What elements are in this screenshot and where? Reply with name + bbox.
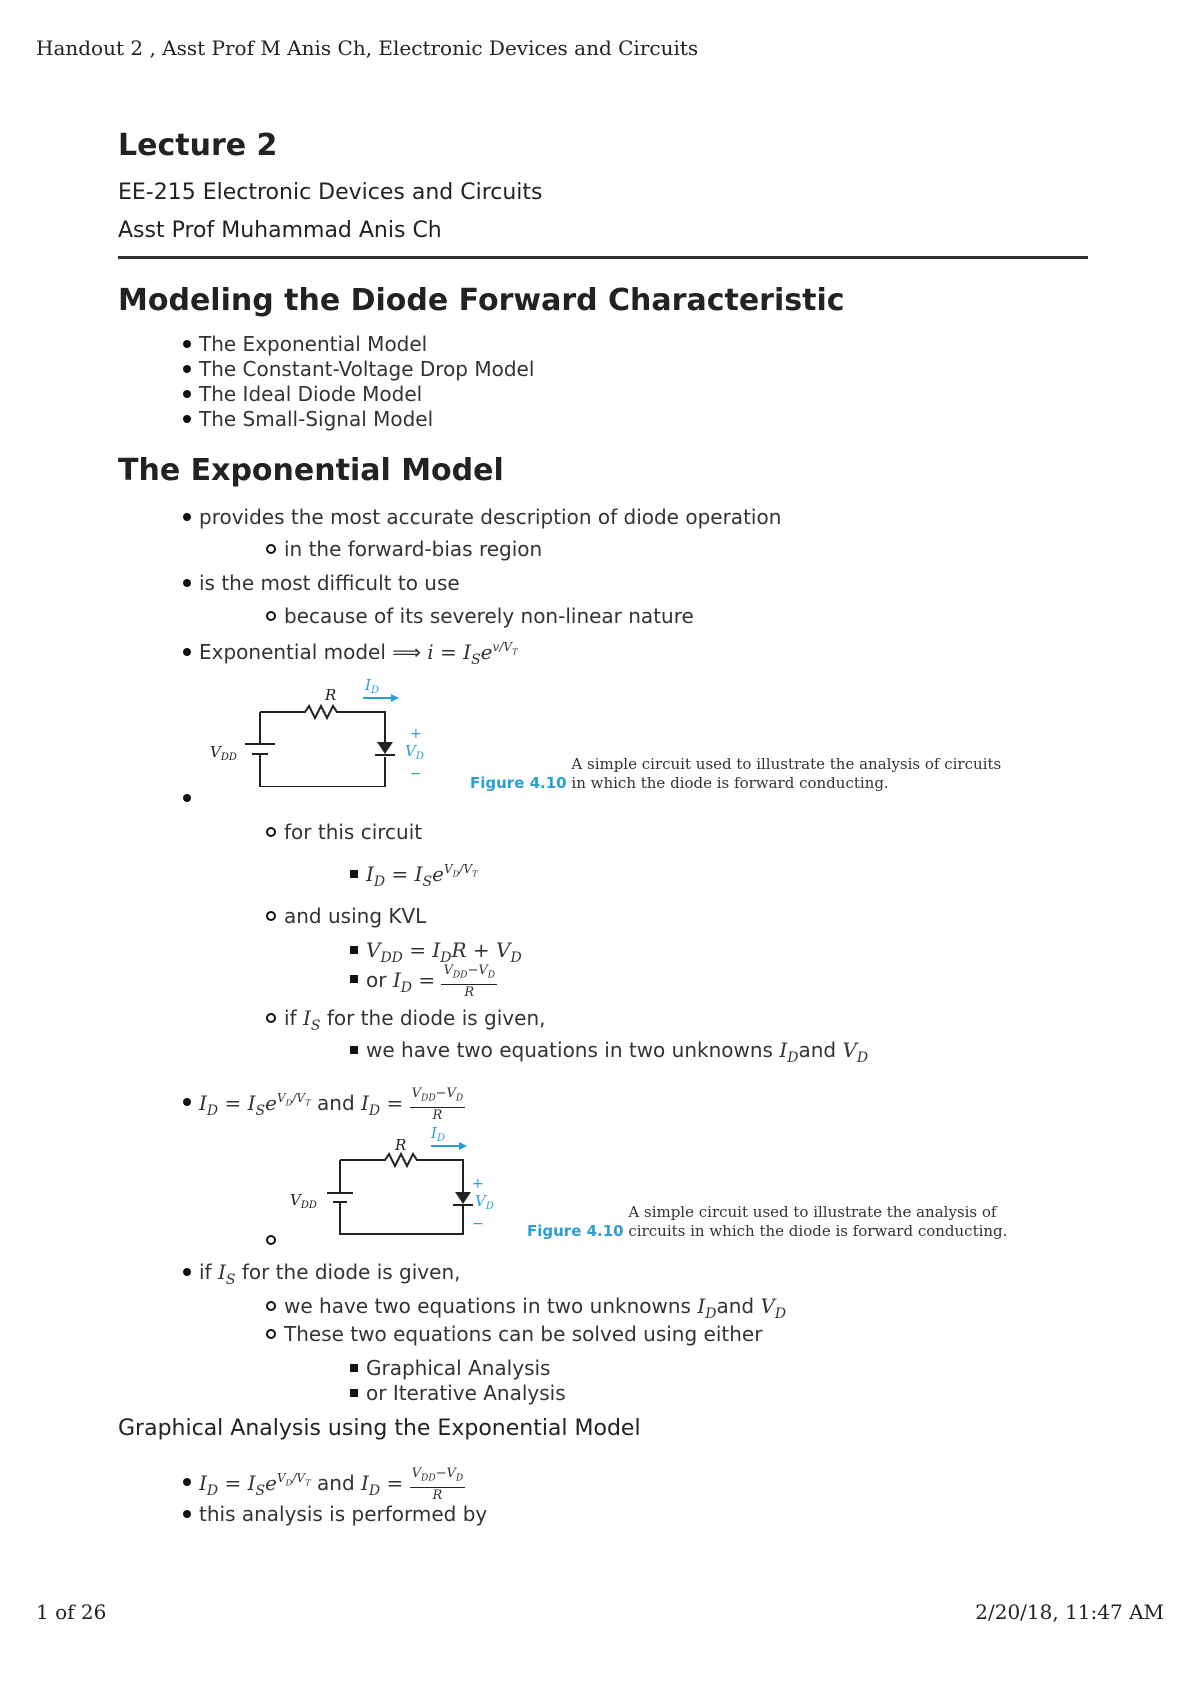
circle-bullet-icon [266, 1301, 276, 1311]
square-bullet-icon [350, 1364, 358, 1372]
circle-bullet-icon [266, 1235, 276, 1245]
bullet-icon [183, 390, 191, 398]
square-bullet-icon [350, 1046, 358, 1054]
svg-text:−: − [410, 766, 422, 782]
list-item: The Small-Signal Model [183, 407, 433, 431]
list-item: These two equations can be solved using either [266, 1322, 762, 1346]
list-item [266, 1228, 284, 1252]
list-item: The Constant-Voltage Drop Model [183, 357, 534, 381]
bullet-icon [183, 1478, 191, 1486]
list-item: The Ideal Diode Model [183, 382, 422, 406]
bullet-icon [183, 340, 191, 348]
circle-bullet-icon [266, 544, 276, 554]
svg-text:VDD: $V_{DD}$ [210, 743, 237, 763]
list-item: this analysis is performed by [183, 1502, 487, 1526]
bullet-icon [183, 1098, 191, 1106]
bullet-icon [183, 794, 191, 802]
list-item: we have two equations in two unknowns $I_Dand$ $V_D$ [266, 1294, 786, 1322]
svg-text:ID: $I_D$ [431, 1124, 445, 1144]
section-heading-modeling: Modeling the Diode Forward Characteristic [118, 283, 845, 318]
bullet-icon [183, 1510, 191, 1518]
instructor-name: Asst Prof Muhammad Anis Ch [118, 218, 442, 243]
section-heading-graphical: Graphical Analysis using the Exponential Model [118, 1416, 641, 1441]
svg-text:−: − [472, 1216, 484, 1232]
list-item: Graphical Analysis [350, 1356, 550, 1380]
list-item: we have two equations in two unknowns $I_Dand$ $V_D$ [350, 1038, 868, 1066]
list-item: if $I_S$ for the diode is given, [266, 1006, 545, 1034]
list-item: for this circuit [266, 820, 422, 844]
list-item: because of its severely non-linear nature [266, 604, 694, 628]
bullet-icon [183, 579, 191, 587]
square-bullet-icon [350, 975, 358, 983]
circle-bullet-icon [266, 1013, 276, 1023]
list-item: in the forward-bias region [266, 537, 542, 561]
list-item: provides the most accurate description of diode operation [183, 505, 781, 529]
section-heading-exponential: The Exponential Model [118, 453, 504, 488]
diode-circuit-figure-2 [285, 1120, 525, 1235]
figure-caption: Figure 4.10 A simple circuit used to illustrate the analysis of circuits in which the diode is forward conducting. [470, 755, 1002, 792]
equation-item: $I_D = I_Se^{V_D/V_T}$ [350, 862, 478, 890]
svg-text:R: R [395, 1136, 407, 1154]
square-bullet-icon [350, 946, 358, 954]
square-bullet-icon [350, 1389, 358, 1397]
svg-text:VD: $V_D$ [475, 1192, 494, 1212]
list-item: if $I_S$ for the diode is given, [183, 1260, 460, 1288]
diode-circuit-figure [205, 672, 455, 787]
bullet-icon [183, 1268, 191, 1276]
list-item-exponential-model: Exponential model ⟹ $i = I_Se^{v/V_T}$ [183, 640, 518, 668]
svg-text:R: R [325, 686, 337, 704]
course-title: EE-215 Electronic Devices and Circuits [118, 180, 543, 205]
list-item: is the most difficult to use [183, 571, 460, 595]
title-divider [118, 256, 1088, 259]
circle-bullet-icon [266, 827, 276, 837]
page-number: 1 of 26 [36, 1600, 107, 1624]
circle-bullet-icon [266, 611, 276, 621]
bullet-icon [183, 648, 191, 656]
page-header: Handout 2 , Asst Prof M Anis Ch, Electronic Devices and Circuits [36, 36, 699, 60]
figure-caption-2: Figure 4.10 A simple circuit used to illustrate the analysis of circuits in which the diode is forward conducting. [527, 1203, 1008, 1240]
svg-text:VD: $V_D$ [405, 742, 424, 762]
bullet-icon [183, 365, 191, 373]
list-item: or Iterative Analysis [350, 1381, 566, 1405]
circle-bullet-icon [266, 1329, 276, 1339]
svg-text:ID: $I_D$ [365, 676, 379, 696]
bullet-icon [183, 415, 191, 423]
list-item: The Exponential Model [183, 332, 427, 356]
equation-item: or $I_D$ = $\frac{V_{DD}-V_D}{R}$ [350, 963, 497, 1000]
equation-item: $I_D = I_Se^{V_D/V_T}$ and $I_D$ = $\frac{V_{DD}-V_D}{R}$ [183, 1466, 465, 1503]
svg-text:VDD: $V_{DD}$ [290, 1191, 317, 1211]
svg-text:+: + [410, 726, 422, 742]
circle-bullet-icon [266, 911, 276, 921]
list-item [183, 786, 199, 810]
square-bullet-icon [350, 870, 358, 878]
equation: $i = I_Se^{v/V_T}$ [427, 640, 518, 668]
lecture-title: Lecture 2 [118, 128, 278, 163]
equation-item: $V_{DD} = I_DR + V_D$ [350, 938, 522, 966]
bullet-icon [183, 513, 191, 521]
list-item: and using KVL [266, 904, 426, 928]
print-timestamp: 2/20/18, 11:47 AM [975, 1600, 1164, 1624]
svg-text:+: + [472, 1176, 484, 1192]
equation-item: $I_D = I_Se^{V_D/V_T}$ and $I_D$ = $\frac{V_{DD}-V_D}{R}$ [183, 1086, 465, 1123]
